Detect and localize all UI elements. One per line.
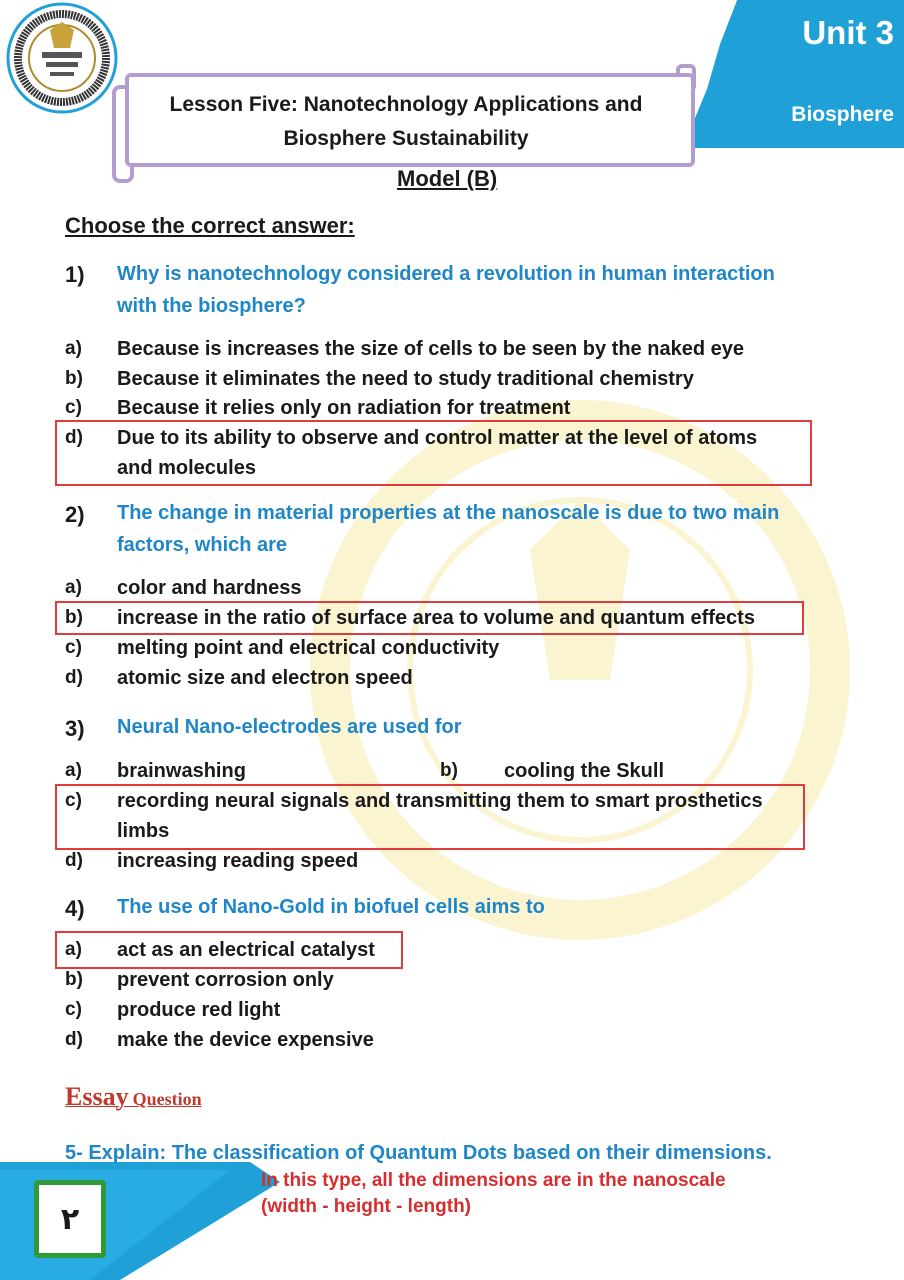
option-text: act as an electrical catalyst bbox=[117, 939, 375, 961]
option-label: c) bbox=[65, 637, 82, 658]
option-text: produce red light bbox=[117, 999, 281, 1021]
unit-title: Unit 3 bbox=[802, 14, 894, 51]
option-text: increase in the ratio of surface area to volume and quantum effects bbox=[117, 607, 755, 629]
essay-heading: Essay Question bbox=[65, 1082, 202, 1111]
ministry-logo bbox=[0, 0, 122, 120]
essay-question: 5- Explain: The classification of Quantum Dots based on their dimensions. bbox=[65, 1142, 772, 1164]
question-4-number: 4) bbox=[65, 896, 85, 921]
lesson-title bbox=[130, 88, 682, 156]
option-label: a) bbox=[65, 338, 82, 359]
option-text: color and hardness bbox=[117, 577, 302, 599]
option-label: b) bbox=[65, 368, 83, 389]
option-label: d) bbox=[65, 667, 83, 688]
option-label: d) bbox=[65, 427, 83, 448]
unit-subtitle: Biosphere bbox=[791, 103, 894, 126]
option-label: b) bbox=[65, 607, 83, 628]
question-3-number: 3) bbox=[65, 716, 85, 741]
option-text: prevent corrosion only bbox=[117, 969, 334, 991]
option-text: Because is increases the size of cells to be seen by the naked eye bbox=[117, 338, 744, 360]
option-text: increasing reading speed bbox=[117, 850, 359, 872]
model-label: Model (B) bbox=[397, 166, 498, 191]
lesson-title-line1: Lesson Five: Nanotechnology Applications and bbox=[169, 93, 643, 116]
option-label: a) bbox=[65, 760, 82, 781]
option-label: d) bbox=[65, 850, 83, 871]
option-label: b) bbox=[440, 760, 458, 781]
option-text: melting point and electrical conductivity bbox=[117, 637, 500, 659]
essay-answer: In this type, all the dimensions are in the nanoscale (width - height - length) bbox=[261, 1170, 726, 1217]
question-1-text: Why is nanotechnology considered a revolution in human interaction with the biosphere? bbox=[117, 263, 775, 317]
question-4-text: The use of Nano-Gold in biofuel cells aims to bbox=[117, 896, 545, 918]
option-label: d) bbox=[65, 1029, 83, 1050]
option-text: recording neural signals and transmitting them to smart prosthetics limbs bbox=[117, 790, 763, 842]
question-3-text: Neural Nano-electrodes are used for bbox=[117, 716, 462, 738]
option-text: cooling the Skull bbox=[504, 760, 665, 782]
option-label: b) bbox=[65, 969, 83, 990]
option-label: a) bbox=[65, 939, 82, 960]
option-text: Due to its ability to observe and control matter at the level of atoms and molecules bbox=[117, 427, 758, 479]
option-label: c) bbox=[65, 790, 82, 811]
option-text: Because it relies only on radiation for treatment bbox=[117, 397, 571, 419]
option-label: a) bbox=[65, 577, 82, 598]
option-label: c) bbox=[65, 397, 82, 418]
question-2-number: 2) bbox=[65, 502, 85, 527]
question-1-number: 1) bbox=[65, 262, 85, 287]
question-2-text: The change in material properties at the nanoscale is due to two main factors, which are bbox=[117, 502, 780, 556]
page-number: ٢ bbox=[34, 1180, 106, 1258]
option-text: Because it eliminates the need to study traditional chemistry bbox=[117, 368, 694, 390]
lesson-title-line2: Biosphere Sustainability bbox=[283, 127, 529, 150]
instructions: Choose the correct answer: bbox=[65, 213, 355, 238]
option-text: atomic size and electron speed bbox=[117, 667, 413, 689]
option-text: brainwashing bbox=[117, 760, 246, 782]
option-label: c) bbox=[65, 999, 82, 1020]
option-text: make the device expensive bbox=[117, 1029, 374, 1051]
